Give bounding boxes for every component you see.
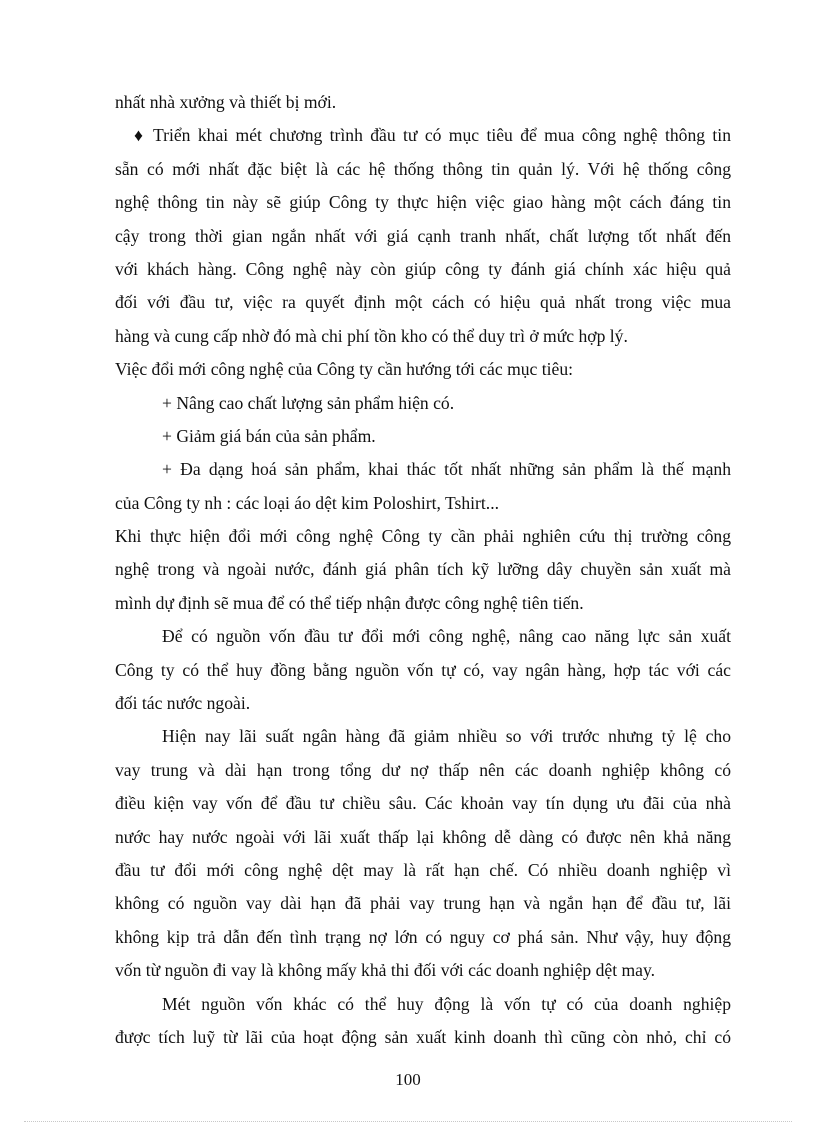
text-line-18: Công ty có thể huy đồng bằng nguồn vốn tự có, vay ngân hàng, hợp tác với các	[115, 659, 731, 680]
text-line-24: đầu tư đổi mới công nghệ dệt may là rất hạn chế. Có nhiều doanh nghiệp vì	[115, 859, 731, 880]
text-line-6: với khách hàng. Công nghệ này còn giúp công ty đánh giá chính xác hiệu quả	[115, 258, 731, 279]
text-line-22: điều kiện vay vốn để đầu tư chiều sâu. Các khoản vay tín dụng ưu đãi của nhà	[115, 793, 731, 814]
bullet-line-1: ♦ Triển khai mét chương trình đầu tư có mục tiêu để mua công nghệ thông tin	[134, 125, 731, 146]
page-number: 100	[395, 1070, 421, 1089]
text-line-9: Việc đổi mới công nghệ của Công ty cần hướng tới các mục tiêu:	[115, 359, 574, 380]
text-line-21: vay trung và dài hạn trong tổng dư nợ thấp nên các doanh nghiệp không có	[115, 759, 731, 780]
footer-divider	[24, 1121, 792, 1122]
text-line-19: đối tác nước ngoài.	[115, 693, 251, 714]
text-line-5: cậy trong thời gian ngắn nhất với giá cạnh tranh nhất, chất lượng tốt nhất đến	[115, 225, 731, 246]
text-line-13: của Công ty nh : các loại áo dệt kim Poloshirt, Tshirt...	[115, 492, 499, 513]
text-line-3: sẵn có mới nhất đặc biệt là các hệ thống thông tin quản lý. Với hệ thống công	[115, 158, 731, 179]
text-line-15: nghệ trong và ngoài nước, đánh giá phân tích kỹ lưỡng dây chuyền sản xuất mà	[115, 559, 731, 580]
list-item-3: + Đa dạng hoá sản phẩm, khai thác tốt nhất những sản phẩm là thế mạnh	[162, 459, 731, 480]
list-item-2: + Giảm giá bán của sản phẩm.	[162, 425, 376, 446]
text-line-27: vốn từ nguồn đi vay là không mấy khả thi đối với các doanh nghiệp dệt may.	[115, 960, 656, 981]
text-line-7: đối với đầu tư, việc ra quyết định một cách có hiệu quả nhất trong việc mua	[115, 292, 731, 313]
text-line-1: nhất nhà xưởng và thiết bị mới.	[115, 92, 337, 112]
body-text	[115, 86, 731, 1054]
text-line-8: hàng và cung cấp nhờ đó mà chi phí tồn kho có thể duy trì ở mức hợp lý.	[115, 325, 628, 346]
text-line-23: nước hay nước ngoài với lãi xuất thấp lại không dễ dàng có được nên khả năng	[115, 826, 731, 847]
text-line-25: không có nguồn vay dài hạn đã phải vay trung hạn và ngắn hạn để đầu tư, lãi	[115, 893, 731, 914]
list-item-1: + Nâng cao chất lượng sản phẩm hiện có.	[162, 392, 455, 413]
text-line-28: Mét nguồn vốn khác có thể huy động là vốn tự có của doanh nghiệp	[162, 993, 731, 1014]
text-line-26: không kịp trả dẫn đến tình trạng nợ lớn có nguy cơ phá sản. Như vậy, huy động	[115, 926, 731, 947]
text-line-17: Để có nguồn vốn đầu tư đổi mới công nghệ, nâng cao năng lực sản xuất	[162, 626, 731, 647]
text-line-4: nghệ thông tin này sẽ giúp Công ty thực hiện việc giao hàng một cách đáng tin	[115, 192, 731, 213]
text-line-14: Khi thực hiện đổi mới công nghệ Công ty cần phải nghiên cứu thị trường công	[115, 526, 731, 547]
text-line-16: mình dự định sẽ mua để có thể tiếp nhận được công nghệ tiên tiến.	[115, 592, 584, 613]
text-line-20: Hiện nay lãi suất ngân hàng đã giảm nhiều so với trước nhưng tỷ lệ cho	[162, 726, 731, 747]
text-line-29: được tích luỹ từ lãi của hoạt động sản xuất kinh doanh thì cũng còn nhỏ, chỉ có	[115, 1026, 731, 1047]
